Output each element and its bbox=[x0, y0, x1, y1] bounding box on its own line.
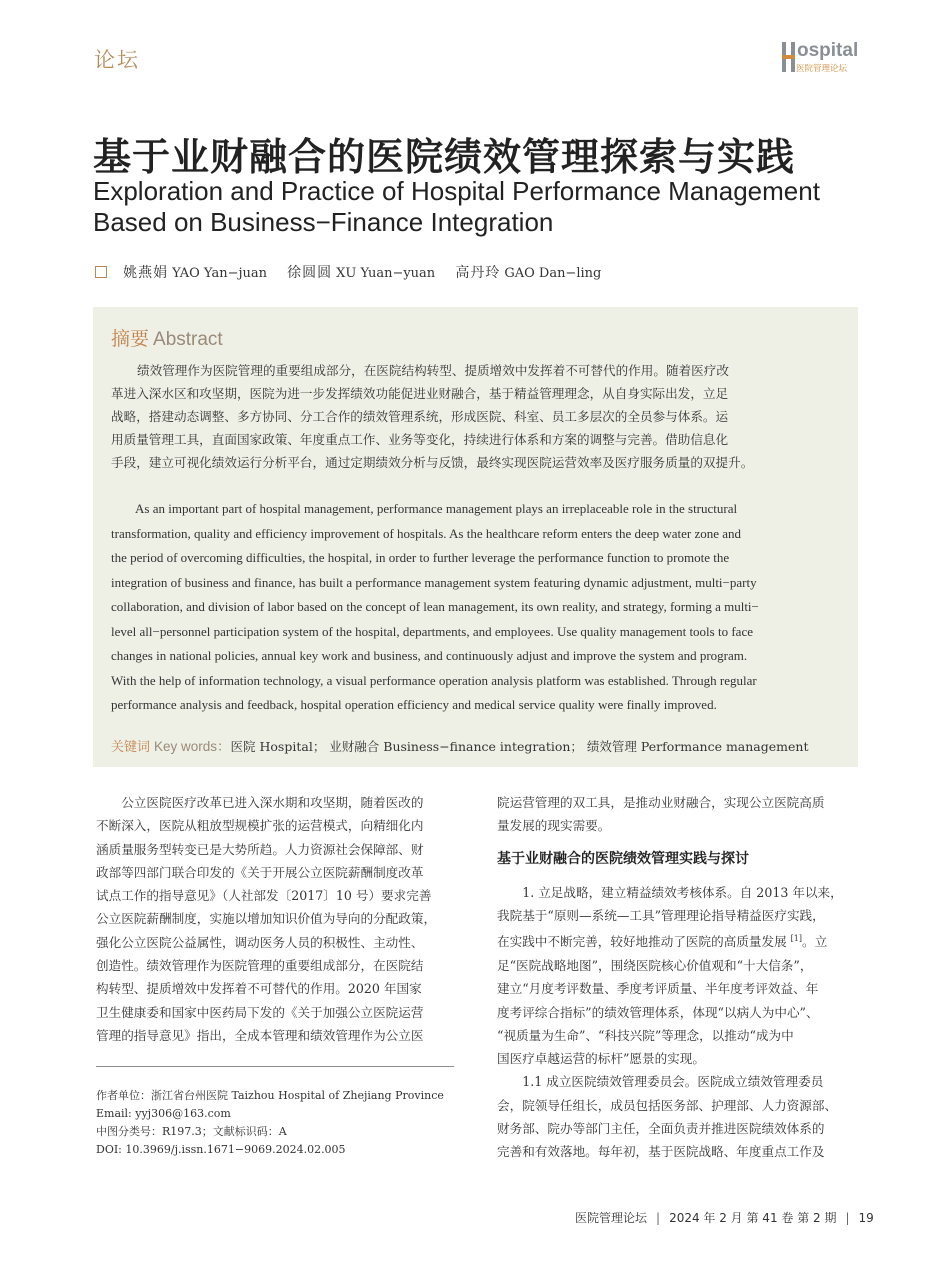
abstract-box bbox=[93, 307, 858, 767]
footnote-line: 作者单位：浙江省台州医院 Taizhou Hospital of Zhejiang Province bbox=[96, 1089, 444, 1102]
abstract-cn bbox=[111, 359, 841, 474]
footer-separator: | bbox=[845, 1211, 850, 1225]
footer-issue: 2024 年 2 月 第 41 卷 第 2 期 bbox=[669, 1211, 837, 1225]
footnote-line: DOI: 10.3969/j.issn.1671−9069.2024.02.005 bbox=[96, 1143, 346, 1156]
keywords-label-en: Key words： bbox=[154, 739, 231, 754]
abstract-en-line: With the help of information technology, a visual performance operation analysis platform was established. Through regular bbox=[111, 672, 757, 688]
square-bullet-icon bbox=[95, 266, 107, 278]
title-en-line: Based on Business−Finance Integration bbox=[93, 207, 554, 237]
abstract-en-line: changes in national policies, annual key work and business, and continuously adjust and improve the system and program. bbox=[111, 648, 748, 663]
abstract-en-line: collaboration, and division of labor based on the concept of lean management, its own reality, and strategy, forming a multi− bbox=[111, 599, 759, 614]
body-column-right bbox=[497, 791, 859, 1164]
journal-logo bbox=[782, 40, 862, 76]
abstract-cn-line: 用质量管理工具，直面国家政策、年度重点工作、业务等变化，持续进行体系和方案的调整与完善。借助信息化 bbox=[111, 432, 729, 447]
body-line: 在实践中不断完善，较好地推动了医院的高质量发展 [1]。立 bbox=[497, 934, 828, 950]
body-line: 1. 立足战略，建立精益绩效考核体系。自 2013 年以来， bbox=[497, 884, 843, 900]
body-line: 会，院领导任组长，成员包括医务部、护理部、人力资源部、 bbox=[497, 1097, 838, 1113]
body-line: 强化公立医院公益属性，调动医务人员的积极性、主动性、 bbox=[96, 934, 424, 950]
title-en-line: Exploration and Practice of Hospital Performance Management bbox=[93, 176, 820, 206]
body-line: 1.1 成立医院绩效管理委员会。医院成立绩效管理委员 bbox=[497, 1074, 824, 1090]
body-line: 建立“月度考评数量、季度考评质量、半年度考评效益、年 bbox=[497, 981, 819, 997]
body-line: 卫生健康委和国家中医药局下发的《关于加强公立医院运营 bbox=[96, 1004, 424, 1020]
body-line: 不断深入，医院从粗放型规模扩张的运营模式，向精细化内 bbox=[96, 818, 424, 834]
article-title-cn: 基于业财融合的医院绩效管理探索与实践 bbox=[93, 135, 796, 179]
body-line: 公立医院医疗改革已进入深水期和攻坚期，随着医改的 bbox=[96, 795, 424, 810]
abstract-en-line: performance analysis and feedback, hospital operation efficiency and medical service quality were finally improved. bbox=[111, 697, 717, 712]
author-list bbox=[95, 262, 617, 282]
body-line: 度考评综合指标”的绩效管理体系，体现“以病人为中心”、 bbox=[497, 1004, 819, 1020]
footnote-line: 中图分类号：R197.3；文献标识码：A bbox=[96, 1125, 287, 1138]
footnote-divider bbox=[96, 1066, 454, 1067]
section-tag: 论坛 bbox=[94, 48, 140, 72]
abstract-en bbox=[111, 497, 843, 718]
abstract-en-line: As an important part of hospital management, performance management plays an irreplaceable role in the structural bbox=[135, 501, 738, 516]
body-column-left bbox=[96, 791, 456, 1047]
body-line: 公立医院薪酬制度，实施以增加知识价值为导向的分配政策， bbox=[96, 911, 437, 927]
body-line: 完善和有效落地。每年初，基于医院战略、年度重点工作及 bbox=[497, 1144, 825, 1160]
body-line: 足“医院战略地图”，围绕医院核心价值观和“十大信条”， bbox=[497, 957, 813, 973]
logo-subtitle: 医院管理论坛 bbox=[796, 64, 848, 74]
body-line: 财务部、院办等部门主任，全面负责并推进医院绩效体系的 bbox=[497, 1121, 825, 1137]
abstract-cn-line: 革进入深水区和攻坚期，医院为进一步发挥绩效功能促进业财融合，基于精益管理理念，从自身实际出发，立足 bbox=[111, 386, 729, 401]
body-line: 试点工作的指导意见》（人社部发〔2017〕10 号）要求完善 bbox=[96, 888, 432, 904]
author: 高丹玲 GAO Dan−ling bbox=[455, 265, 602, 281]
footer-separator: | bbox=[656, 1211, 661, 1225]
abstract-en-line: the period of overcoming difficulties, the hospital, in order to further leverage the performance function to promote the bbox=[111, 550, 730, 565]
logo-h-icon bbox=[782, 42, 796, 72]
keywords-text: 医院 Hospital； 业财融合 Business−finance integration； 绩效管理 Performance management bbox=[230, 739, 809, 754]
section-heading: 基于业财融合的医院绩效管理实践与探讨 bbox=[497, 850, 749, 867]
article-title-en bbox=[93, 176, 873, 238]
body-line: 构转型、提质增效中发挥着不可替代的作用。2020 年国家 bbox=[96, 981, 422, 997]
body-line: 管理的指导意见》指出，全成本管理和绩效管理作为公立医 bbox=[96, 1027, 424, 1043]
body-line: 国医疗卓越运营的标杆”愿景的实现。 bbox=[497, 1051, 705, 1067]
abstract-cn-line: 绩效管理作为医院管理的重要组成部分，在医院结构转型、提质增效中发挥着不可替代的作用。随着医疗改 bbox=[137, 363, 729, 378]
abstract-en-line: level all−personnel participation system of the hospital, departments, and employees. Use quality management tools to face bbox=[111, 623, 753, 639]
abstract-cn-line: 战略，搭建动态调整、多方协同、分工合作的绩效管理系统，形成医院、科室、员工多层次的全员参与体系。运 bbox=[111, 409, 729, 424]
body-line: 涵质量服务型转变已是大势所趋。人力资源社会保障部、财 bbox=[96, 841, 424, 857]
author: 徐圆圆 XU Yuan−yuan bbox=[287, 265, 436, 281]
footer-journal: 医院管理论坛 bbox=[575, 1211, 648, 1225]
page-footer bbox=[575, 1209, 874, 1226]
footnote-line: Email: yyj306@163.com bbox=[96, 1107, 231, 1120]
abstract-heading: 摘要 Abstract bbox=[111, 328, 223, 350]
reference-mark: [1] bbox=[790, 934, 803, 944]
page-number: 19 bbox=[858, 1211, 874, 1225]
body-line: 创造性。绩效管理作为医院管理的重要组成部分，在医院结 bbox=[96, 958, 424, 974]
body-line: 政部等四部门联合印发的《关于开展公立医院薪酬制度改革 bbox=[96, 864, 424, 880]
body-line: 院运营管理的双工具，是推动业财融合，实现公立医院高质 bbox=[497, 795, 825, 810]
body-line: “视质量为生命”、“科技兴院”等理念，以推动“成为中 bbox=[497, 1027, 794, 1043]
keywords-label-cn: 关键词 bbox=[111, 740, 151, 755]
author: 姚燕娟 YAO Yan−juan bbox=[123, 265, 268, 281]
logo-word: ospital bbox=[797, 40, 859, 61]
footnote bbox=[96, 1087, 456, 1159]
body-line: 我院基于“原则—系统—工具”管理理论指导精益医疗实践， bbox=[497, 908, 825, 924]
body-line: 量发展的现实需要。 bbox=[497, 818, 611, 834]
abstract-en-line: transformation, quality and efficiency improvement of hospitals. As the healthcare reform enters the deep water zone and bbox=[111, 525, 742, 541]
keywords bbox=[111, 735, 808, 755]
abstract-cn-line: 手段，建立可视化绩效运行分析平台，通过定期绩效分析与反馈，最终实现医院运营效率及医疗服务质量的双提升。 bbox=[111, 455, 754, 470]
abstract-en-line: integration of business and finance, has built a performance management system featuring dynamic adjustment, multi−party bbox=[111, 574, 757, 590]
